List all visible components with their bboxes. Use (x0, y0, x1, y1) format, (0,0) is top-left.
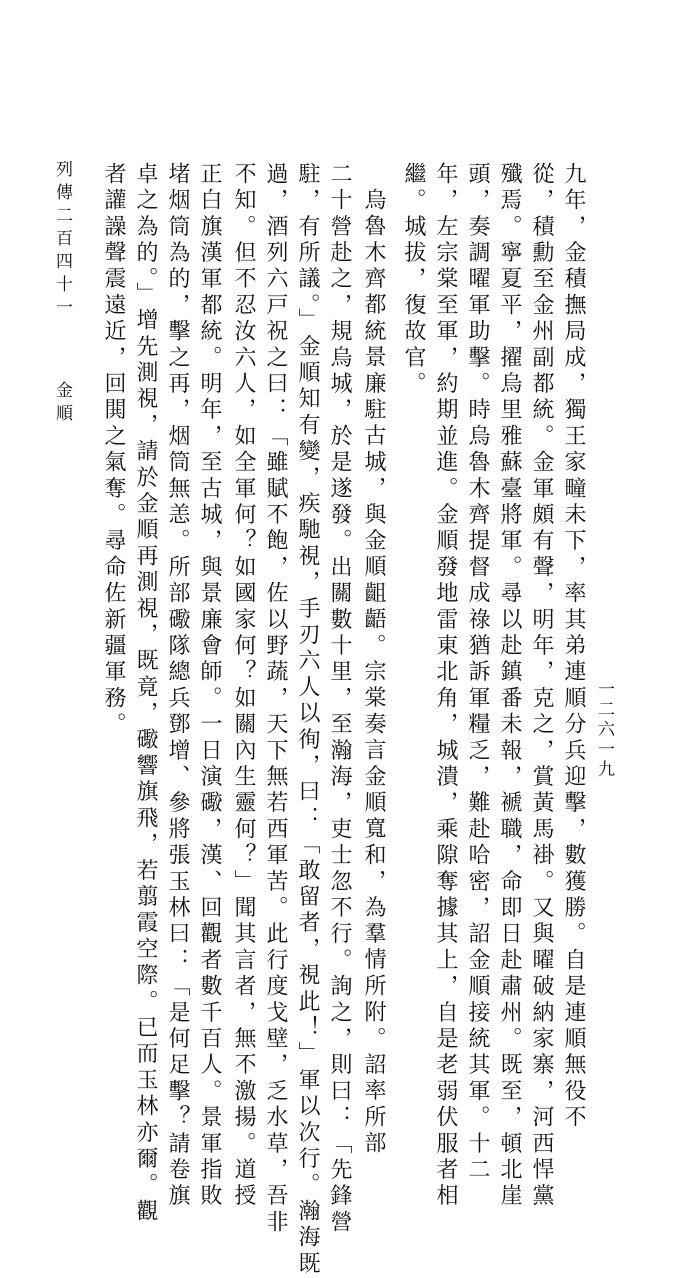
chapter-title: 列傳二百四十一 (52, 160, 72, 321)
text-column-13: 堵烟筒為的，擊之再，烟筒無恙。所部礮隊總兵鄧增、參將張玉林曰：「是何足擊？請卷旗 (165, 162, 190, 1210)
running-header (50, 160, 75, 427)
text-column-1: 九年，金積撫局成，獨王家疃未下，率其弟連順分兵迎擊，數獲勝。自是連順無役不 (561, 162, 586, 1132)
text-column-8: 二十營赴之，規烏城，於是遂發。出關數十里，至瀚海，吏士忽不行。詢之，則曰：「先鋒營 (327, 162, 352, 1237)
text-column-15: 者讙譟聲震遠近，回閧之氣奪。尋命佐新疆軍務。 (101, 162, 126, 739)
text-column-3: 殲焉。寧夏平，擢烏里雅蘇臺將軍。尋以赴鎮番未報，褫職，命即日赴肅州。既至，頓北崖 (497, 162, 522, 1210)
text-column-2: 從，積勳至金州副都統。金軍頗有聲，明年，克之，賞黃馬褂。又與曜破納家寨，河西悍黨 (529, 162, 554, 1210)
text-column-4: 頭，奏調曜軍助擊。時烏魯木齊提督成祿猶訴軍糧乏，難赴哈密，詔金順接統其軍。十二 (465, 162, 490, 1184)
text-column-6: 繼。城拔，復故官。 (401, 162, 426, 398)
text-column-10: 過，酒列六戸祝之曰：「雖賦不飽，佐以野蔬，天下無若西軍苦。此行度戈壁，乏水草，吾非 (263, 162, 288, 1237)
page-number: 一二六一九 (594, 680, 614, 780)
text-column-5: 年，左宗棠至軍，約期並進。金順發地雷東北角，城潰，乘隙奪據其上，自是老弱伏服者相 (433, 162, 458, 1210)
biography-subject: 金順 (52, 381, 72, 427)
text-column-12: 正白旗漢軍都統。明年，至古城，與景廉會師。一日演礮，漢、回觀者數千百人。景軍指敗 (197, 162, 222, 1210)
text-column-9: 駐，有所議。」金順知有變，疾馳視，手刃六人以徇，曰：「敢留者，視此！」軍以次行。瀚海既 (295, 162, 320, 1278)
text-column-11: 不知。但不忍汝六人，如全軍何？如國家何？如關內生靈何？」聞其言者，無不激揚。道授 (231, 162, 256, 1210)
text-column-7: 烏魯木齊都統景廉駐古城，與金順齟齬。宗棠奏言金順寬和，為羣情所附。詔率所部 (361, 188, 386, 1158)
text-column-14: 卓之為的。」增先測視，請於金順再測視，既竟，礮響旗飛，若翦霞空際。已而玉林亦爾。觀 (133, 162, 158, 1226)
